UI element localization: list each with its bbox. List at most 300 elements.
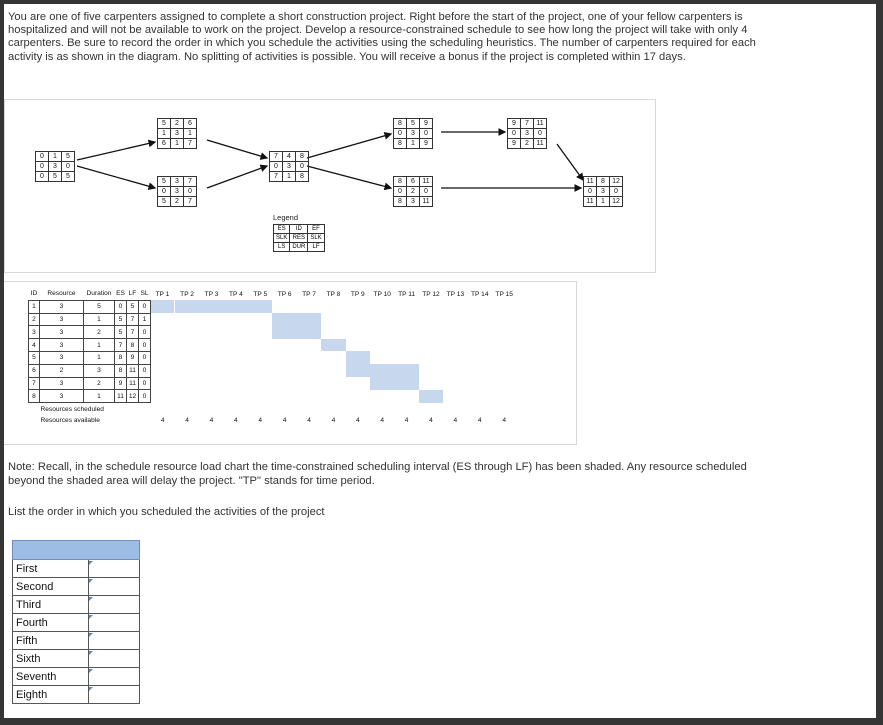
time-period-cell[interactable] — [321, 364, 345, 377]
node-cell: 1 — [283, 172, 296, 182]
time-period-cell[interactable] — [321, 390, 345, 403]
time-period-cell[interactable] — [272, 390, 296, 403]
time-period-cell[interactable] — [272, 300, 296, 313]
schedule-cell: 0 — [139, 326, 151, 339]
time-period-cell[interactable] — [248, 300, 272, 313]
node-cell: 6 — [184, 119, 197, 129]
time-period-cell[interactable] — [394, 377, 418, 390]
resources-scheduled-cell[interactable] — [443, 403, 467, 415]
time-period-cell[interactable] — [224, 390, 248, 403]
node-cell: 5 — [62, 152, 75, 162]
node-cell: 1 — [171, 139, 184, 149]
schedule-cell: 0 — [139, 364, 151, 377]
schedule-cell: 8 — [127, 339, 139, 352]
schedule-cell: 3 — [40, 313, 84, 326]
order-label: Eighth — [13, 686, 89, 704]
schedule-cell: 9 — [127, 351, 139, 364]
time-period-cell[interactable] — [272, 364, 296, 377]
time-period-cell[interactable] — [175, 313, 199, 326]
order-label: Seventh — [13, 668, 89, 686]
time-period-cell[interactable] — [321, 313, 345, 326]
resources-available-cell: 4 — [331, 417, 336, 425]
node-cell: 8 — [394, 177, 407, 187]
table-row — [29, 326, 517, 339]
time-period-cell[interactable] — [151, 339, 175, 352]
resources-scheduled-cell[interactable] — [394, 403, 418, 415]
order-answer-input[interactable] — [89, 560, 140, 578]
schedule-cell: 3 — [40, 339, 84, 352]
resources-scheduled-cell[interactable] — [151, 403, 175, 415]
time-period-cell[interactable] — [272, 351, 296, 364]
time-period-cell[interactable] — [468, 390, 492, 403]
time-period-cell[interactable] — [199, 390, 223, 403]
schedule-cell: 5 — [115, 313, 127, 326]
schedule-header-cell: TP 1 — [155, 290, 170, 298]
time-period-cell[interactable] — [492, 351, 516, 364]
time-period-cell[interactable] — [224, 364, 248, 377]
legend-cell: SLK — [274, 234, 290, 243]
time-period-cell[interactable] — [370, 300, 394, 313]
time-period-cell[interactable] — [419, 390, 443, 403]
time-period-cell[interactable] — [346, 377, 370, 390]
order-answer-input[interactable] — [89, 686, 140, 704]
instruction-text: List the order in which you scheduled the activities of the project — [8, 506, 325, 518]
time-period-cell[interactable] — [297, 377, 321, 390]
legend-cell: ID — [290, 225, 308, 234]
time-period-cell[interactable] — [199, 364, 223, 377]
table-row — [29, 300, 517, 313]
activity-node-4 — [269, 151, 309, 182]
time-period-cell[interactable] — [394, 364, 418, 377]
node-cell: 0 — [296, 162, 309, 172]
table-row — [29, 339, 517, 352]
time-period-cell[interactable] — [468, 326, 492, 339]
schedule-cell: 2 — [84, 377, 115, 390]
time-period-cell[interactable] — [419, 300, 443, 313]
schedule-header-cell: TP 11 — [398, 290, 416, 298]
schedule-header-cell: TP 13 — [446, 290, 465, 298]
time-period-cell[interactable] — [419, 326, 443, 339]
time-period-cell[interactable] — [346, 390, 370, 403]
node-cell: 0 — [420, 129, 433, 139]
node-cell: 11 — [584, 197, 597, 207]
time-period-cell[interactable] — [321, 326, 345, 339]
schedule-header-cell: SL — [140, 290, 149, 298]
time-period-cell[interactable] — [199, 326, 223, 339]
time-period-cell[interactable] — [199, 313, 223, 326]
schedule-cell: 3 — [40, 300, 84, 313]
time-period-cell[interactable] — [272, 377, 296, 390]
time-period-cell[interactable] — [468, 300, 492, 313]
time-period-cell[interactable] — [297, 339, 321, 352]
schedule-cell: 8 — [29, 390, 40, 403]
order-row — [13, 686, 140, 704]
time-period-cell[interactable] — [224, 351, 248, 364]
node-cell: 7 — [270, 152, 283, 162]
node-cell: 2 — [171, 119, 184, 129]
time-period-cell[interactable] — [370, 339, 394, 352]
node-cell: 2 — [407, 187, 420, 197]
time-period-cell[interactable] — [346, 300, 370, 313]
node-cell: 2 — [521, 139, 534, 149]
time-period-cell[interactable] — [346, 326, 370, 339]
node-cell: 0 — [584, 187, 597, 197]
activity-node-1 — [35, 151, 75, 182]
resource-schedule-chart — [28, 288, 517, 427]
time-period-cell[interactable] — [297, 300, 321, 313]
time-period-cell[interactable] — [346, 313, 370, 326]
node-cell: 5 — [158, 119, 171, 129]
schedule-header-cell: Duration — [86, 290, 112, 298]
schedule-cell: 7 — [127, 326, 139, 339]
order-row — [13, 614, 140, 632]
question-text: You are one of five carpenters assigned to complete a short construction project. Right before the start of the project, one of your fellow carpenters is hospitalized and will not be available to work on the project. Develop a resource-constrained schedule to see how long the project will take with only 4 carpenters. Be sure to record the order in which you schedule the activities using the scheduling heuristics. The number of carpenters required for each activity is as shown in the diagram. No splitting of activities is possible. You will receive a bonus if the project is completed within 17 days. — [8, 11, 756, 63]
order-label: Sixth — [13, 650, 89, 668]
resources-scheduled-cell[interactable] — [272, 403, 296, 415]
schedule-cell: 0 — [115, 300, 127, 313]
node-cell: 12 — [610, 177, 623, 187]
schedule-cell: 0 — [139, 300, 151, 313]
resources-scheduled-cell[interactable] — [346, 403, 370, 415]
node-cell: 0 — [394, 129, 407, 139]
node-cell: 7 — [184, 177, 197, 187]
time-period-cell[interactable] — [297, 313, 321, 326]
time-period-cell[interactable] — [272, 313, 296, 326]
time-period-cell[interactable] — [419, 313, 443, 326]
time-period-cell[interactable] — [346, 339, 370, 352]
order-answer-input[interactable] — [89, 632, 140, 650]
time-period-cell[interactable] — [151, 377, 175, 390]
resources-scheduled-cell[interactable] — [468, 403, 492, 415]
arrow-2-4 — [207, 140, 267, 158]
time-period-cell[interactable] — [272, 326, 296, 339]
schedule-header-cell: TP 8 — [326, 290, 341, 298]
table-row — [29, 313, 517, 326]
order-row — [13, 668, 140, 686]
time-period-cell[interactable] — [224, 377, 248, 390]
resources-scheduled-cell[interactable] — [175, 403, 199, 415]
schedule-cell: 3 — [84, 364, 115, 377]
order-row — [13, 632, 140, 650]
legend-title: Legend — [273, 213, 299, 222]
node-cell: 8 — [597, 177, 610, 187]
time-period-cell[interactable] — [151, 313, 175, 326]
legend-cell: ES — [274, 225, 290, 234]
time-period-cell[interactable] — [199, 339, 223, 352]
time-period-cell[interactable] — [443, 326, 467, 339]
node-cell: 11 — [534, 119, 547, 129]
schedule-cell: 8 — [115, 364, 127, 377]
node-cell: 0 — [36, 162, 49, 172]
time-period-cell[interactable] — [297, 351, 321, 364]
time-period-cell[interactable] — [224, 339, 248, 352]
node-cell: 1 — [184, 129, 197, 139]
arrow-4-6 — [307, 166, 391, 188]
node-cell: 11 — [584, 177, 597, 187]
resources-scheduled-cell[interactable] — [321, 403, 345, 415]
resources-available-cell: 4 — [404, 417, 409, 425]
resources-available-cell: 4 — [380, 417, 385, 425]
resources-scheduled-cell[interactable] — [297, 403, 321, 415]
node-cell: 11 — [420, 177, 433, 187]
time-period-cell[interactable] — [224, 313, 248, 326]
node-cell: 8 — [394, 139, 407, 149]
time-period-cell[interactable] — [151, 364, 175, 377]
schedule-header-cell: ES — [116, 290, 125, 298]
order-answer-input[interactable] — [89, 668, 140, 686]
schedule-cell: 1 — [84, 390, 115, 403]
order-answer-input[interactable] — [89, 650, 140, 668]
activity-node-5 — [393, 118, 433, 149]
resources-scheduled-cell[interactable] — [199, 403, 223, 415]
node-cell: 0 — [610, 187, 623, 197]
node-cell: 3 — [171, 177, 184, 187]
resources-available-label: Resources available — [40, 417, 100, 425]
schedule-header-cell: TP 6 — [277, 290, 292, 298]
time-period-cell[interactable] — [248, 364, 272, 377]
time-period-cell[interactable] — [443, 339, 467, 352]
resources-available-cell: 4 — [258, 417, 263, 425]
time-period-cell[interactable] — [346, 364, 370, 377]
order-answer-table — [12, 540, 140, 704]
time-period-cell[interactable] — [492, 326, 516, 339]
time-period-cell[interactable] — [394, 390, 418, 403]
schedule-header-cell: TP 10 — [373, 290, 391, 298]
legend-cell: LS — [274, 243, 290, 252]
order-row — [13, 560, 140, 578]
resources-scheduled-cell[interactable] — [224, 403, 248, 415]
time-period-cell[interactable] — [175, 351, 199, 364]
time-period-cell[interactable] — [175, 364, 199, 377]
node-cell: 0 — [420, 187, 433, 197]
legend-cell: RES — [290, 234, 308, 243]
schedule-cell: 1 — [84, 351, 115, 364]
time-period-cell[interactable] — [321, 377, 345, 390]
time-period-cell[interactable] — [346, 351, 370, 364]
schedule-cell: 0 — [139, 351, 151, 364]
time-period-cell[interactable] — [175, 300, 199, 313]
time-period-cell[interactable] — [419, 351, 443, 364]
time-period-cell[interactable] — [468, 364, 492, 377]
node-cell: 5 — [158, 197, 171, 207]
time-period-cell[interactable] — [297, 364, 321, 377]
time-period-cell[interactable] — [468, 339, 492, 352]
node-cell: 1 — [49, 152, 62, 162]
time-period-cell[interactable] — [370, 326, 394, 339]
legend-table — [273, 224, 325, 252]
resources-available-cell: 4 — [234, 417, 238, 425]
network-arrows — [5, 100, 655, 272]
time-period-cell[interactable] — [443, 351, 467, 364]
time-period-cell[interactable] — [248, 326, 272, 339]
node-cell: 9 — [508, 139, 521, 149]
node-cell: 9 — [420, 119, 433, 129]
time-period-cell[interactable] — [248, 313, 272, 326]
time-period-cell[interactable] — [492, 313, 516, 326]
node-cell: 0 — [36, 152, 49, 162]
node-cell: 3 — [171, 187, 184, 197]
node-cell: 3 — [407, 129, 420, 139]
time-period-cell[interactable] — [175, 326, 199, 339]
time-period-cell[interactable] — [370, 377, 394, 390]
node-cell: 7 — [521, 119, 534, 129]
resources-available-cell: 4 — [282, 417, 287, 425]
order-table-header — [13, 541, 140, 560]
arrow-7-8 — [557, 144, 583, 180]
time-period-cell[interactable] — [370, 364, 394, 377]
order-row — [13, 596, 140, 614]
time-period-cell[interactable] — [370, 313, 394, 326]
time-period-cell[interactable] — [370, 351, 394, 364]
schedule-cell: 3 — [40, 390, 84, 403]
resources-available-cell: 4 — [307, 417, 311, 425]
schedule-cell: 9 — [115, 377, 127, 390]
node-cell: 0 — [534, 129, 547, 139]
node-cell: 0 — [270, 162, 283, 172]
time-period-cell[interactable] — [443, 313, 467, 326]
time-period-cell[interactable] — [297, 390, 321, 403]
node-cell: 8 — [296, 172, 309, 182]
time-period-cell[interactable] — [199, 377, 223, 390]
node-cell: 0 — [394, 187, 407, 197]
table-row — [29, 364, 517, 377]
time-period-cell[interactable] — [151, 390, 175, 403]
node-cell: 0 — [36, 172, 49, 182]
resources-available-cell: 4 — [477, 417, 482, 425]
resources-available-cell: 4 — [209, 417, 214, 425]
order-label: Fourth — [13, 614, 89, 632]
schedule-cell: 1 — [29, 300, 40, 313]
time-period-cell[interactable] — [419, 377, 443, 390]
schedule-cell: 11 — [127, 364, 139, 377]
time-period-cell[interactable] — [272, 339, 296, 352]
order-answer-input[interactable] — [89, 578, 140, 596]
time-period-cell[interactable] — [394, 351, 418, 364]
time-period-cell[interactable] — [224, 326, 248, 339]
time-period-cell[interactable] — [175, 377, 199, 390]
time-period-cell[interactable] — [370, 390, 394, 403]
time-period-cell[interactable] — [394, 313, 418, 326]
time-period-cell[interactable] — [492, 390, 516, 403]
order-answer-input[interactable] — [89, 614, 140, 632]
node-cell: 6 — [158, 139, 171, 149]
node-cell: 8 — [394, 119, 407, 129]
time-period-cell[interactable] — [419, 339, 443, 352]
resources-available-cell: 4 — [502, 417, 506, 425]
legend-cell: DUR — [290, 243, 308, 252]
node-cell: 8 — [394, 197, 407, 207]
schedule-cell: 1 — [139, 313, 151, 326]
schedule-header-cell: TP 15 — [495, 290, 513, 298]
resources-available-cell: 4 — [160, 417, 165, 425]
node-cell: 3 — [407, 197, 420, 207]
network-diagram — [4, 99, 656, 273]
time-period-cell[interactable] — [297, 326, 321, 339]
time-period-cell[interactable] — [199, 300, 223, 313]
time-period-cell[interactable] — [394, 326, 418, 339]
time-period-cell[interactable] — [175, 390, 199, 403]
schedule-cell: 3 — [40, 377, 84, 390]
resources-scheduled-cell[interactable] — [370, 403, 394, 415]
arrow-1-3 — [77, 166, 155, 188]
time-period-cell[interactable] — [151, 351, 175, 364]
order-answer-input[interactable] — [89, 596, 140, 614]
arrow-3-4 — [207, 166, 267, 188]
node-cell: 0 — [62, 162, 75, 172]
time-period-cell[interactable] — [321, 351, 345, 364]
table-row — [29, 390, 517, 403]
note-text: Note: Recall, in the schedule resource load chart the time-constrained scheduling interval (ES through LF) has been shaded. Any resource scheduled beyond the shaded area will delay the project. "TP" stands for time period. — [8, 461, 747, 487]
node-cell: 4 — [283, 152, 296, 162]
time-period-cell[interactable] — [248, 377, 272, 390]
time-period-cell[interactable] — [151, 300, 175, 313]
time-period-cell[interactable] — [394, 300, 418, 313]
legend-cell: SLK — [308, 234, 324, 243]
time-period-cell[interactable] — [492, 377, 516, 390]
time-period-cell[interactable] — [468, 313, 492, 326]
time-period-cell[interactable] — [443, 300, 467, 313]
node-cell: 1 — [158, 129, 171, 139]
schedule-cell: 0 — [139, 339, 151, 352]
resources-scheduled-cell[interactable] — [419, 403, 443, 415]
schedule-header-cell: TP 3 — [204, 290, 219, 298]
time-period-cell[interactable] — [492, 300, 516, 313]
schedule-cell: 5 — [115, 326, 127, 339]
resources-scheduled-cell[interactable] — [248, 403, 272, 415]
time-period-cell[interactable] — [443, 377, 467, 390]
schedule-cell: 5 — [84, 300, 115, 313]
time-period-cell[interactable] — [468, 377, 492, 390]
schedule-cell: 7 — [127, 313, 139, 326]
schedule-cell: 7 — [29, 377, 40, 390]
time-period-cell[interactable] — [492, 364, 516, 377]
node-cell: 5 — [49, 172, 62, 182]
resources-available-cell: 4 — [429, 417, 433, 425]
time-period-cell[interactable] — [468, 351, 492, 364]
schedule-header-cell: LF — [128, 290, 137, 298]
node-cell: 7 — [184, 197, 197, 207]
time-period-cell[interactable] — [224, 300, 248, 313]
time-period-cell[interactable] — [321, 339, 345, 352]
resources-scheduled-cell[interactable] — [492, 403, 516, 415]
time-period-cell[interactable] — [248, 339, 272, 352]
activity-node-3 — [157, 176, 197, 207]
node-cell: 3 — [283, 162, 296, 172]
time-period-cell[interactable] — [151, 326, 175, 339]
time-period-cell[interactable] — [321, 300, 345, 313]
node-cell: 3 — [171, 129, 184, 139]
schedule-cell: 3 — [29, 326, 40, 339]
time-period-cell[interactable] — [492, 339, 516, 352]
time-period-cell[interactable] — [443, 364, 467, 377]
time-period-cell[interactable] — [443, 390, 467, 403]
legend-cell: LF — [308, 243, 324, 252]
question-panel — [4, 4, 876, 718]
resources-available-cell: 4 — [453, 417, 458, 425]
arrow-1-2 — [77, 142, 155, 160]
time-period-cell[interactable] — [248, 390, 272, 403]
schedule-header-cell: Resource — [47, 290, 76, 298]
time-period-cell[interactable] — [175, 339, 199, 352]
time-period-cell[interactable] — [199, 351, 223, 364]
time-period-cell[interactable] — [419, 364, 443, 377]
activity-node-8 — [583, 176, 623, 207]
time-period-cell[interactable] — [248, 351, 272, 364]
table-row — [29, 351, 517, 364]
time-period-cell[interactable] — [394, 339, 418, 352]
schedule-cell: 3 — [40, 351, 84, 364]
node-cell: 5 — [407, 119, 420, 129]
